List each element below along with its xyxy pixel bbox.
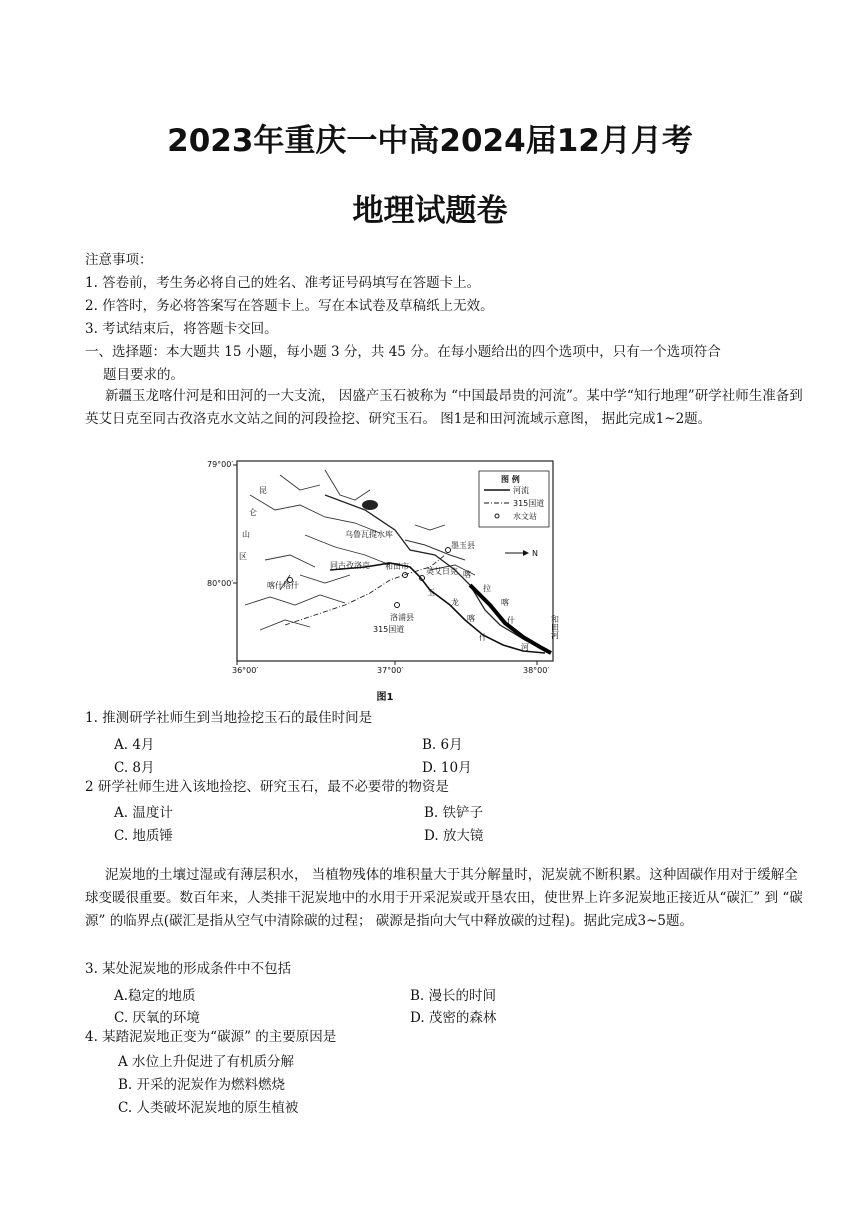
yulong-char: 玉 [427, 588, 435, 597]
karakash-char: 什 [507, 616, 515, 625]
lat-label-80: 80°00′ [207, 579, 234, 588]
north-arrow-head [523, 550, 529, 556]
q3-option-c[interactable]: C. 厌氧的环境 [114, 1010, 200, 1026]
hotan-label: 和田市 [385, 562, 409, 571]
notice-heading: 注意事项： [85, 252, 153, 268]
kashitashi-label: 喀什塔什 [267, 581, 299, 590]
legend-station-label: 水文站 [513, 512, 537, 521]
exam-title: 2023年重庆一中高2024届12月月考 [167, 123, 693, 159]
yulong-char: 什 [479, 633, 487, 642]
lon-label-36: 36°00′ [232, 666, 259, 675]
mountain-char: 仑 [249, 508, 257, 517]
q2-option-c[interactable]: C. 地质锤 [114, 828, 173, 844]
section-heading-cont: 题目要求的。 [103, 367, 184, 383]
north-label: N [532, 549, 538, 558]
moyu-label: 墨玉县 [451, 541, 475, 550]
q1-option-c[interactable]: C. 8月 [114, 760, 155, 776]
notice-item: 2. 作答时，务必将答案写在答题卡上。写在本试卷及草稿纸上无效。 [85, 298, 494, 314]
q2-option-a[interactable]: A. 温度计 [114, 805, 173, 821]
luopu-marker [395, 603, 400, 608]
karakash-char: 河 [521, 643, 529, 652]
q1-option-a[interactable]: A. 4月 [114, 737, 155, 753]
q4-option-b[interactable]: B. 开采的泥炭作为燃料燃烧 [118, 1077, 286, 1093]
mountain-char: 区 [239, 552, 247, 561]
q4-option-a[interactable]: A 水位上升促进了有机质分解 [118, 1054, 295, 1070]
luopu-label: 洛浦县 [390, 613, 414, 622]
question-4-stem: 4. 某踏泥炭地正变为“碳源” 的主要原因是 [85, 1029, 337, 1045]
q3-option-b[interactable]: B. 漫长的时间 [410, 988, 497, 1004]
q3-option-a[interactable]: A.稳定的地质 [114, 988, 196, 1004]
karakash-char: 拉 [483, 584, 491, 593]
question-2-stem: 2 研学社师生进入该地捡挖、研究玉石，最不必要带的物资是 [85, 779, 449, 795]
yulong-char: 龙 [451, 598, 459, 607]
reservoir-shape [362, 500, 378, 510]
lat-label-79: 79°00′ [207, 460, 234, 469]
exam-subtitle: 地理试题卷 [352, 193, 508, 229]
passage-2: 泥炭地的土壤过湿或有薄层积水， 当植物残体的堆积量大于其分解量时，泥炭就不断积累。这种固碳作用对于缓解全球变暖很重要。数百年来，人类排干泥炭地中的水用于开采泥炭或开垦农田，使世界上许多泥炭地正接近从“碳汇” 到 “碳源” 的临界点(碳汇是指从空气中清除碳的过程； 碳源是指向大气中释放碳的过程)。据此完成3~5题。 [85, 867, 803, 929]
reservoir-label: 乌鲁瓦提水库 [345, 530, 393, 539]
hotan-river-label: 和田河 [550, 615, 560, 639]
lon-label-37: 37°00′ [377, 666, 404, 675]
legend-river-label: 河流 [513, 486, 529, 495]
lon-label-38: 38°00′ [523, 666, 550, 675]
notice-item: 3. 考试结束后，将答题卡交回。 [85, 321, 278, 337]
q2-option-d[interactable]: D. 放大镜 [424, 828, 484, 844]
q1-option-d[interactable]: D. 10月 [422, 760, 472, 776]
yulong-char: 喀 [467, 614, 475, 623]
mountain-char: 昆 [259, 486, 267, 495]
section-heading: 一、选择题：本大题共 15 小题，每小题 3 分，共 45 分。在每小题给出的四个选项中，只有一个选项符合 [85, 344, 721, 360]
road-315-label: 315国道 [373, 625, 405, 634]
question-1-stem: 1. 推测研学社师生到当地捡挖玉石的最佳时间是 [85, 710, 373, 726]
karakash-char: 喀 [501, 598, 509, 607]
hotan-river-map [205, 455, 570, 705]
q2-option-b[interactable]: B. 铁铲子 [424, 805, 484, 821]
karakash-char: 喀 [463, 570, 471, 579]
legend-road-label: 315国道 [513, 499, 545, 508]
yurungkash-river [330, 563, 545, 653]
question-3-stem: 3. 某处泥炭地的形成条件中不包括 [85, 961, 292, 977]
mountain-char: 山 [242, 530, 250, 539]
figure-caption: 图1 [376, 692, 394, 703]
passage-1: 新疆玉龙喀什河是和田河的一大支流， 因盛产玉石被称为 “中国最昂贵的河流”。某中学“知行地理”研学社师生准备到英艾日克至同古孜洛克水文站之间的河段捡挖、研究玉石。 图1是和田河流域示意图， 据此完成1~2题。 [85, 388, 803, 427]
yingai-label: 英艾日克 [426, 567, 458, 576]
moyu-marker [446, 548, 451, 553]
tributaries [245, 470, 475, 630]
q1-option-b[interactable]: B. 6月 [422, 737, 463, 753]
q3-option-d[interactable]: D. 茂密的森林 [410, 1010, 497, 1026]
notice-item: 1. 答卷前，考生务必将自己的姓名、准考证号码填写在答题卡上。 [85, 275, 481, 291]
q4-option-c[interactable]: C. 人类破坏泥炭地的原生植被 [118, 1100, 299, 1116]
tonggu-label: 同古孜洛克 [330, 561, 370, 570]
legend-title: 图 例 [501, 475, 520, 484]
